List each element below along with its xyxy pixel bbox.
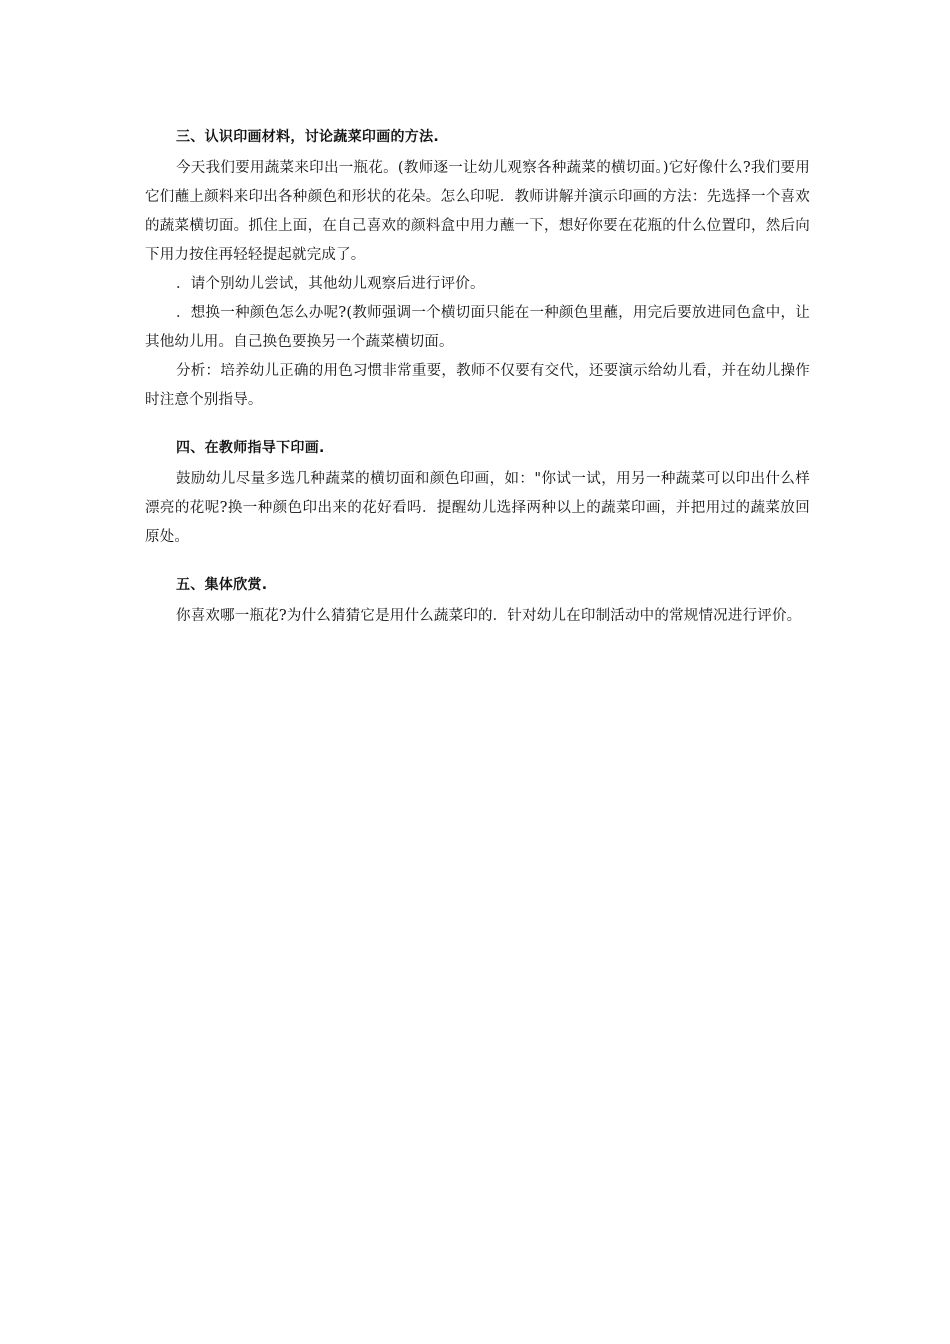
paragraph: 分析：培养幼儿正确的用色习惯非常重要，教师不仅要有交代，还要演示给幼儿看，并在幼儿操作时注意个别指导。 (145, 363, 810, 408)
paragraph: 今天我们要用蔬菜来印出一瓶花。(教师逐一让幼儿观察各种蔬菜的横切面。)它好像什么?我们要用它们蘸上颜料来印出各种颜色和形状的花朵。怎么印呢．教师讲解并演示印画的方法：先选择一个喜欢的蔬菜横切面。抓住上面，在自己喜欢的颜料盒中用力蘸一下，想好你要在花瓶的什么位置印，然后向下用力按住再轻轻提起就完成了。 (145, 160, 810, 263)
section-heading: 三、认识印画材料，讨论蔬菜印画的方法. (176, 129, 440, 145)
section-heading: 四、在教师指导下印画. (176, 440, 325, 456)
section-guided-printing (145, 437, 810, 552)
section-recognize-materials (145, 126, 810, 415)
paragraph: ．请个别幼儿尝试，其他幼儿观察后进行评价。 (176, 276, 485, 292)
document-body (145, 126, 810, 653)
section-heading: 五、集体欣赏. (176, 577, 268, 593)
section-group-appreciation (145, 574, 810, 631)
paragraph: 鼓励幼儿尽量多选几种蔬菜的横切面和颜色印画，如："你试一试，用另一种蔬菜可以印出什么样漂亮的花呢?换一种颜色印出来的花好看吗．提醒幼儿选择两种以上的蔬菜印画，并把用过的蔬菜放回原处。 (145, 471, 810, 545)
paragraph: ．想换一种颜色怎么办呢?(教师强调一个横切面只能在一种颜色里蘸，用完后要放进同色盒中，让其他幼儿用。自己换色要换另一个蔬菜横切面。 (145, 305, 810, 350)
paragraph: 你喜欢哪一瓶花?为什么猜猜它是用什么蔬菜印的．针对幼儿在印制活动中的常规情况进行评价。 (176, 608, 802, 624)
